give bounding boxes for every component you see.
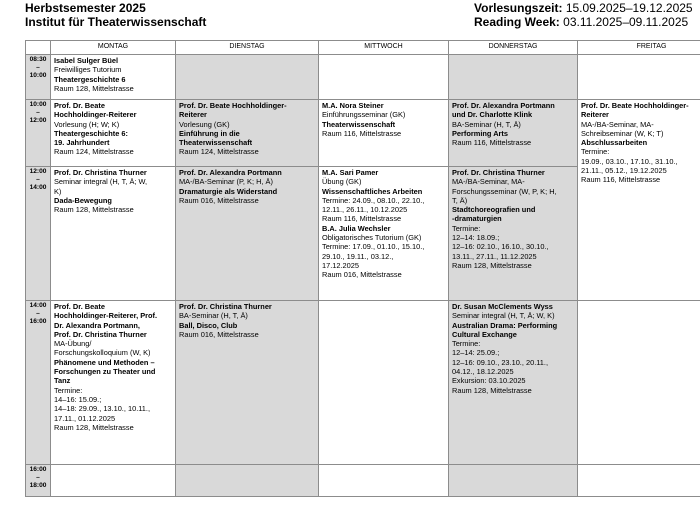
- day-header-wednesday: MITTWOCH: [319, 41, 449, 55]
- course-lecturer-cont2: Dr. Alexandra Portmann,: [54, 320, 140, 330]
- day-header-row: [26, 41, 700, 55]
- course-mon-1000: [51, 100, 176, 167]
- corner-cell: [26, 41, 51, 55]
- course-type: Übung (GK): [322, 177, 362, 187]
- course-room: Raum 128, Mittelstrasse: [54, 205, 134, 215]
- time-start: 12:00: [29, 168, 47, 175]
- course-title: Einführung in die: [179, 128, 240, 138]
- reading-week-label: Reading Week:: [474, 15, 560, 29]
- course-title-cont: -dramaturgien: [452, 214, 502, 224]
- empty-mon-1600: [51, 465, 176, 497]
- empty-thu-0830: [449, 55, 578, 100]
- course-lecturer-cont3: Prof. Dr. Christina Thurner: [54, 329, 147, 339]
- course-type: Seminar integral (H, T, Ä; W, K): [452, 311, 555, 321]
- course-dates: 19.09., 03.10., 17.10., 31.10.,: [581, 156, 678, 166]
- tutorium-dates-end: 17.12.2025: [322, 260, 359, 270]
- course-lecturer: Prof. Dr. Christina Thurner: [54, 168, 147, 177]
- course-type: MA-/BA-Seminar (P, K; H, Ä): [179, 177, 273, 187]
- course-room: Raum 116, Mittelstrasse: [322, 128, 402, 138]
- time-1600: [26, 465, 51, 497]
- course-dates-cont: 12.11., 26.11., 10.12.2025: [322, 205, 408, 215]
- time-dash: –: [36, 310, 40, 318]
- course-lecturer: Prof. Dr. Beate Hochholdinger-: [581, 101, 689, 110]
- empty-fri-0830: [578, 55, 700, 100]
- course-type: Vorlesung (GK): [179, 119, 230, 129]
- time-start: 10:00: [29, 101, 47, 108]
- course-dates-cont: 12–16: 02.10., 16.10., 30.10.,: [452, 242, 549, 252]
- course-dates-cont: 21.11., 05.12., 19.12.2025: [581, 166, 667, 176]
- course-lecturer: Dr. Susan McClements Wyss: [452, 302, 553, 311]
- timetable: [25, 40, 700, 497]
- page-header: [0, 0, 700, 40]
- course-room: Raum 124, Mittelstrasse: [54, 147, 134, 157]
- course-title: Ball, Disco, Club: [179, 320, 238, 330]
- time-1000: [26, 100, 51, 167]
- course-mon-1200: [51, 167, 176, 301]
- time-end: 14:00: [29, 184, 47, 192]
- course-room: Raum 124, Mittelstrasse: [179, 147, 259, 157]
- reading-week-value: 03.11.2025–09.11.2025: [563, 15, 689, 29]
- course-type: MA-Übung/: [54, 339, 92, 349]
- time-1400: [26, 301, 51, 465]
- course-room: Raum 128, Mittelstrasse: [452, 385, 532, 395]
- course-type: Vorlesung (H; W; K): [54, 119, 120, 129]
- time-start: 14:00: [29, 302, 47, 309]
- course-lecturer-cont: Hochholdinger-Reiterer, Prof.: [54, 311, 158, 321]
- course-room: Raum 128, Mittelstrasse: [54, 83, 134, 93]
- empty-wed-1600: [319, 465, 449, 497]
- course-termine-label: Termine:: [452, 223, 481, 233]
- course-title: Theatergeschichte 6: [54, 74, 126, 84]
- row-1000: [26, 100, 700, 167]
- course-tue-1200: [176, 167, 319, 301]
- course-room: Raum 016, Mittelstrasse: [179, 195, 259, 205]
- empty-tue-0830: [176, 55, 319, 100]
- empty-tue-1600: [176, 465, 319, 497]
- course-mon-0830: [51, 55, 176, 100]
- tutorium-dates-cont: 29.10., 19.11., 03.12.,: [322, 251, 394, 261]
- course-lecturer: Isabel Sulger Büel: [54, 56, 119, 65]
- tutorium-room: Raum 016, Mittelstrasse: [322, 270, 402, 280]
- header-left: [25, 1, 206, 29]
- course-termine-label: Termine:: [452, 339, 481, 349]
- course-dates: Termine: 24.09., 08.10., 22.10.,: [322, 195, 425, 205]
- time-0830: [26, 55, 51, 100]
- course-lecturer: Prof. Dr. Beate: [54, 302, 105, 311]
- course-dates-end: 17.11., 01.12.2025: [54, 413, 116, 423]
- tutorium-dates: Termine: 17.09., 01.10., 15.10.,: [322, 242, 425, 252]
- course-type-end: T, Ä): [452, 195, 468, 205]
- tutorium-type: Obligatorisches Tutorium (GK): [322, 233, 422, 243]
- empty-wed-1400: [319, 301, 449, 465]
- row-1600: [26, 465, 700, 497]
- semester-title: Herbstsemester 2025: [25, 1, 146, 15]
- time-dash: –: [36, 176, 40, 184]
- course-thu-1200: [449, 167, 578, 301]
- course-tue-1000: [176, 100, 319, 167]
- course-dates-cont: 14–18: 29.09., 13.10., 10.11.,: [54, 404, 151, 414]
- course-title: Dada-Bewegung: [54, 195, 112, 205]
- course-thu-1400: [449, 301, 578, 465]
- course-fri-1000: [578, 100, 700, 301]
- course-lecturer-cont: Hochholdinger-Reiterer: [54, 110, 137, 120]
- time-end: 16:00: [29, 318, 47, 326]
- course-title-cont: 19. Jahrhundert: [54, 138, 110, 148]
- course-title-cont: Forschungen zu Theater und: [54, 367, 156, 377]
- course-lecturer-cont: und Dr. Charlotte Klink: [452, 110, 533, 120]
- time-end: 12:00: [29, 117, 47, 125]
- course-mon-1400: [51, 301, 176, 465]
- course-dates-end: 04.12., 18.12.2025: [452, 367, 514, 377]
- empty-wed-0830: [319, 55, 449, 100]
- course-lecturer: Prof. Dr. Alexandra Portmann: [179, 168, 282, 177]
- empty-fri-1400: [578, 301, 700, 465]
- course-title: Dramaturgie als Widerstand: [179, 186, 278, 196]
- course-title: Theatergeschichte 6:: [54, 128, 128, 138]
- day-header-friday: FREITAG: [578, 41, 700, 55]
- course-type-cont: Forschungskolloquium (W, K): [54, 348, 151, 358]
- time-dash: –: [36, 474, 40, 482]
- course-title: Theaterwissenschaft: [322, 119, 396, 129]
- course-lecturer: Prof. Dr. Christina Thurner: [452, 168, 545, 177]
- course-title-end: Tanz: [54, 376, 71, 386]
- day-header-monday: MONTAG: [51, 41, 176, 55]
- course-dates: 12–14: 25.09.;: [452, 348, 500, 358]
- row-1400: [26, 301, 700, 465]
- time-start: 16:00: [29, 466, 47, 473]
- course-lecturer: M.A. Nora Steiner: [322, 101, 384, 110]
- time-end: 18:00: [29, 482, 47, 490]
- course-room: Raum 128, Mittelstrasse: [452, 260, 532, 270]
- day-header-thursday: DONNERSTAG: [449, 41, 578, 55]
- lecture-period-value: 15.09.2025–19.12.2025: [565, 1, 693, 15]
- institute-title: Institut für Theaterwissenschaft: [25, 15, 207, 29]
- course-type: Freiwilliges Tutorium: [54, 65, 122, 75]
- course-title-cont: Cultural Exchange: [452, 329, 517, 339]
- time-1200: [26, 167, 51, 301]
- course-tue-1400: [176, 301, 319, 465]
- course-type: MA-/BA-Seminar, MA-: [452, 177, 525, 187]
- time-dash: –: [36, 109, 40, 117]
- time-end: 10:00: [29, 72, 47, 80]
- course-termine-label: Termine:: [54, 385, 83, 395]
- course-title: Phänomene und Methoden –: [54, 357, 155, 367]
- course-type: BA-Seminar (H, T, Ä): [452, 119, 521, 129]
- lecture-period-label: Vorlesungszeit:: [474, 1, 563, 15]
- course-title: Wissenschaftliches Arbeiten: [322, 186, 423, 196]
- course-room: Raum 016, Mittelstrasse: [179, 329, 259, 339]
- course-excursion: Exkursion: 03.10.2025: [452, 376, 526, 386]
- course-title: Abschlussarbeiten: [581, 138, 648, 148]
- empty-thu-1600: [449, 465, 578, 497]
- lecture-period: [474, 1, 693, 15]
- course-dates: 14–16: 15.09.;: [54, 394, 102, 404]
- course-type: Einführungsseminar (GK): [322, 110, 406, 120]
- header-right: [474, 1, 693, 29]
- course-type: BA-Seminar (H, T, Ä): [179, 311, 248, 321]
- day-header-tuesday: DIENSTAG: [176, 41, 319, 55]
- course-type-cont: Forschungsseminar (W, P, K; H,: [452, 186, 557, 196]
- course-room: Raum 116, Mittelstrasse: [581, 175, 661, 185]
- course-room: Raum 116, Mittelstrasse: [322, 214, 402, 224]
- course-termine-label: Termine:: [581, 147, 610, 157]
- course-wed-1200: [319, 167, 449, 301]
- course-dates: 12–14: 18.09.;: [452, 233, 500, 243]
- empty-fri-1600: [578, 465, 700, 497]
- course-title: Australian Drama: Performing: [452, 320, 558, 330]
- course-lecturer: Prof. Dr. Beate: [54, 101, 105, 110]
- course-dates-end: 13.11., 27.11., 11.12.2025: [452, 251, 537, 261]
- course-lecturer-cont: Reiterer: [179, 110, 207, 120]
- course-title: Performing Arts: [452, 128, 508, 138]
- course-lecturer: Prof. Dr. Beate Hochholdinger-: [179, 101, 287, 110]
- reading-week: [474, 15, 693, 29]
- course-type: Seminar integral (H, T, Ä; W,: [54, 177, 148, 187]
- course-wed-1000: [319, 100, 449, 167]
- course-title: Stadtchoreografien und: [452, 205, 536, 215]
- tutorium-lecturer: B.A. Julia Wechsler: [322, 223, 391, 233]
- time-start: 08:30: [29, 56, 47, 63]
- course-lecturer: Prof. Dr. Alexandra Portmann: [452, 101, 555, 110]
- course-dates-cont: 12–16: 09.10., 23.10., 20.11.,: [452, 357, 549, 367]
- time-dash: –: [36, 64, 40, 72]
- course-lecturer: Prof. Dr. Christina Thurner: [179, 302, 272, 311]
- course-type-cont: K): [54, 186, 62, 196]
- course-thu-1000: [449, 100, 578, 167]
- course-room: Raum 116, Mittelstrasse: [452, 138, 532, 148]
- course-room: Raum 128, Mittelstrasse: [54, 422, 134, 432]
- course-lecturer-cont: Reiterer: [581, 110, 609, 120]
- course-title-cont: Theaterwissenschaft: [179, 138, 253, 148]
- row-0830: [26, 55, 700, 100]
- course-type-cont: Schreibseminar (W, K; T): [581, 128, 664, 138]
- course-lecturer: M.A. Sari Pamer: [322, 168, 379, 177]
- course-type: MA-/BA-Seminar, MA-: [581, 119, 654, 129]
